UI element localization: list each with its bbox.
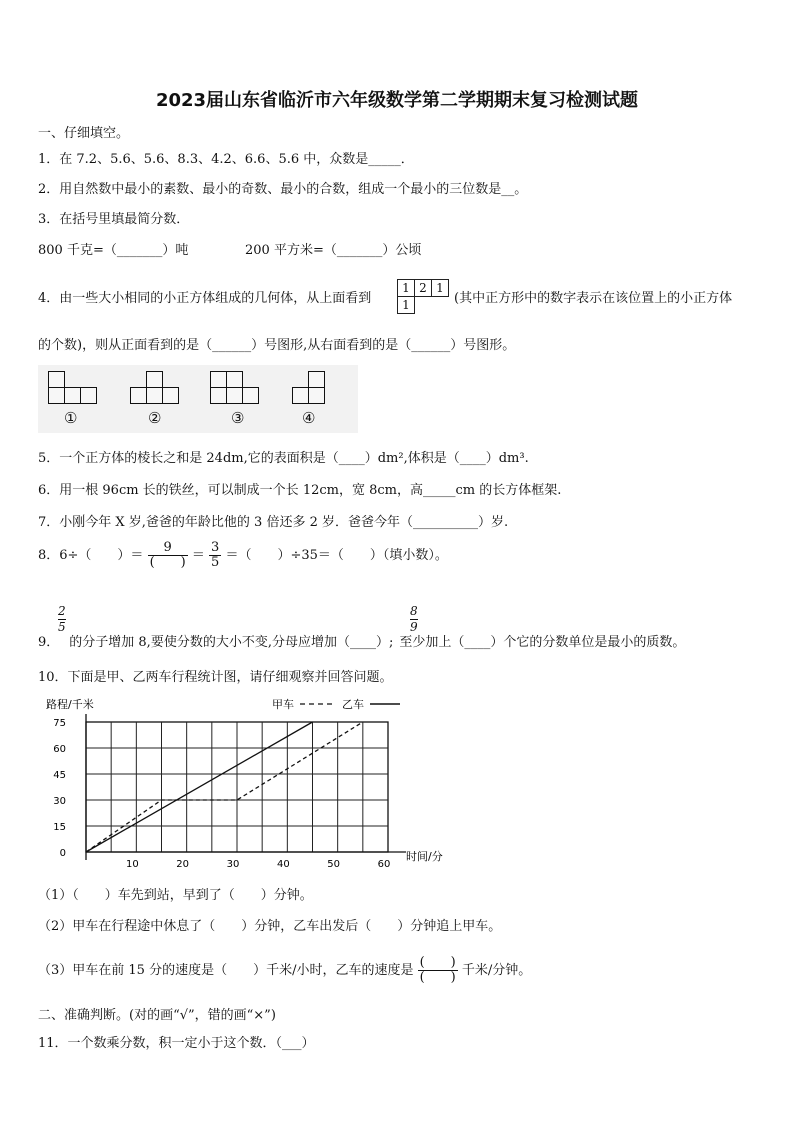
x-tick-label: 40: [276, 859, 290, 870]
legend-label-yi: 乙车: [342, 698, 364, 711]
view-options-panel: [38, 365, 358, 433]
top-view-grid: [397, 279, 451, 315]
series-line-2: [86, 722, 313, 852]
question-7: 7．小刚今年 X 岁,爸爸的年龄比他的 3 倍还多 2 岁．爸爸今年（__________）岁.: [38, 515, 509, 530]
question-10-2: （2）甲车在行程途中休息了（ ）分钟，乙车出发后（ ）分钟追上甲车。: [38, 919, 502, 934]
question-8: 8．6÷（ ）＝ $\frac{9}{( )}$ ＝ $\frac{3}{5}$ ＝（ ）÷35＝（ ）（填小数）。: [38, 540, 448, 570]
fraction: $\frac{9}{( )}$: [149, 540, 186, 570]
y-tick-label: 30: [53, 796, 66, 807]
question-4-part1: 4．由一些大小相同的小正方体组成的几何体，从上面看到: [38, 291, 372, 306]
y-tick-label: 45: [53, 770, 66, 781]
x-axis-label: 时间/分: [406, 850, 443, 863]
page-title: 2023届山东省临沂市六年级数学第二学期期末复习检测试题: [155, 90, 639, 111]
question-10-3: （3）甲车在前 15 分的速度是（ ）千米/小时，乙车的速度是 $\frac{( )}{( )}$ 千米/分钟。: [38, 955, 532, 985]
question-3a: 800 千克=（_______）吨: [38, 243, 189, 258]
grid-cell: 2: [414, 279, 432, 297]
grid-cell: 1: [397, 296, 415, 314]
question-3: 3．在括号里填最简分数．: [38, 212, 190, 227]
x-tick-label: 50: [327, 859, 341, 870]
x-tick-label: 10: [125, 859, 139, 870]
x-tick-label: 20: [176, 859, 190, 870]
question-10-1: （1）（ ）车先到站，早到了（ ）分钟。: [38, 888, 313, 903]
fraction-2-5: 2 5: [58, 604, 66, 634]
section-1-heading: 一、仔细填空。: [38, 126, 130, 141]
y-axis-label: 路程/千米: [46, 698, 94, 711]
section-2-heading: 二、准确判断。(对的画“√”，错的画“×”): [38, 1008, 276, 1023]
fraction-8-9: 8 9: [410, 604, 418, 634]
question-4-part2: (其中正方形中的数字表示在该位置上的小正方体: [454, 291, 733, 306]
legend-label-jia: 甲车: [272, 698, 294, 711]
series-line-1: [86, 722, 363, 852]
question-5: 5．一个正方体的棱长之和是 24dm,它的表面积是（____）dm²,体积是（____）dm³.: [38, 451, 529, 466]
y-tick-label: 0: [59, 848, 66, 859]
question-1: 1．在 7.2、5.6、5.6、8.3、4.2、6.6、5.6 中，众数是_____．: [38, 152, 414, 167]
view-label-1: ①: [64, 409, 78, 427]
question-4-line2: 的个数)，则从正面看到的是（______）号图形,从右面看到的是（______）号图形。: [38, 338, 516, 353]
y-tick-label: 75: [53, 718, 66, 729]
distance-time-chart: [40, 692, 460, 882]
grid-cell: 1: [431, 279, 449, 297]
view-label-2: ②: [148, 409, 162, 427]
fraction: $\frac{3}{5}$: [211, 540, 220, 570]
question-11: 11．一个数乘分数，积一定小于这个数．（___）: [38, 1036, 315, 1051]
view-label-3: ③: [231, 409, 245, 427]
question-10: 10．下面是甲、乙两车行程统计图，请仔细观察并回答问题。: [38, 670, 393, 685]
question-2: 2．用自然数中最小的素数、最小的奇数、最小的合数，组成一个最小的三位数是__。: [38, 182, 528, 197]
view-label-4: ④: [302, 409, 316, 427]
fraction: $\frac{( )}{( )}$: [419, 955, 456, 985]
y-tick-label: 15: [53, 822, 66, 833]
grid-cell: 1: [397, 279, 415, 297]
question-9: 9． 的分子增加 8,要使分数的大小不变,分母应增加（____）; 至少加上（____）个它的分数单位是最小的质数。: [38, 635, 686, 650]
question-6: 6．用一根 96cm 长的铁丝，可以制成一个长 12cm，宽 8cm，高_____cm 的长方体框架.: [38, 483, 562, 498]
x-tick-label: 30: [226, 859, 240, 870]
y-tick-label: 60: [53, 744, 66, 755]
question-3b: 200 平方米=（_______）公顷: [245, 243, 422, 258]
x-tick-label: 60: [377, 859, 391, 870]
